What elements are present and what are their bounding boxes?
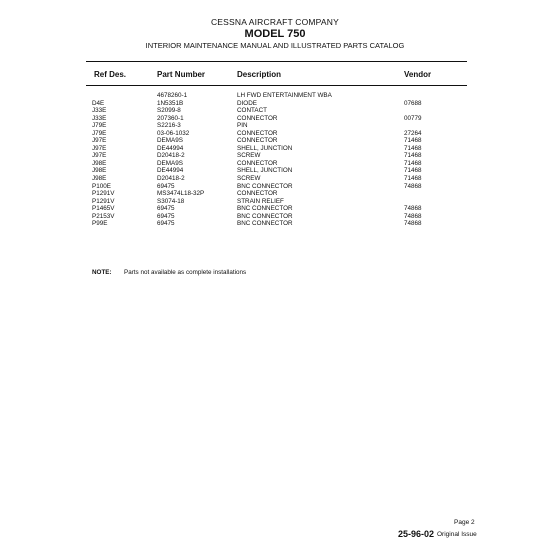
issue-status: Original Issue	[437, 531, 477, 538]
description-cell: BNC CONNECTOR	[237, 182, 293, 190]
table-row	[0, 145, 550, 153]
ref-des-cell: J33E	[92, 107, 107, 115]
column-header-vendor: Vendor	[404, 70, 432, 79]
description-cell: CONNECTOR	[237, 190, 278, 198]
vendor-cell: 74868	[404, 182, 422, 190]
description-cell: CONNECTOR	[237, 114, 278, 122]
part-number-cell: DEMA9S	[157, 137, 183, 145]
description-cell: LH FWD ENTERTAINMENT WBA	[237, 92, 332, 99]
parts-table-body	[0, 92, 550, 228]
ref-des-cell: J97E	[92, 144, 107, 152]
part-number-cell: 69475	[157, 220, 175, 228]
table-header-rule	[86, 85, 467, 86]
column-header-part-number: Part Number	[157, 70, 206, 79]
ref-des-cell: P100E	[92, 182, 111, 190]
document-number: 25-96-02	[398, 529, 435, 539]
table-row	[0, 160, 550, 168]
description-cell: SHELL, JUNCTION	[237, 167, 293, 175]
description-cell: DIODE	[237, 99, 257, 107]
description-cell: CONNECTOR	[237, 159, 278, 167]
page-number: Page 2	[454, 519, 475, 526]
table-row	[0, 220, 550, 228]
ref-des-cell: P99E	[92, 220, 108, 228]
part-number-cell: S2099-8	[157, 107, 181, 115]
table-row	[0, 167, 550, 175]
vendor-cell: 71468	[404, 175, 422, 183]
description-cell: BNC CONNECTOR	[237, 212, 293, 220]
table-row	[0, 115, 550, 123]
table-row	[0, 107, 550, 115]
table-row	[0, 198, 550, 206]
ref-des-cell: D4E	[92, 99, 105, 107]
description-cell: CONTACT	[237, 107, 267, 115]
ref-des-cell: P2153V	[92, 212, 115, 220]
part-number-cell: 1N5351B	[157, 99, 184, 107]
table-row	[0, 122, 550, 130]
table-top-rule	[86, 61, 467, 62]
ref-des-cell: P1291V	[92, 190, 115, 198]
vendor-cell: 71468	[404, 167, 422, 175]
company-name: CESSNA AIRCRAFT COMPANY	[210, 17, 340, 27]
ref-des-cell: J98E	[92, 175, 107, 183]
ref-des-cell: P1291V	[92, 197, 115, 205]
description-cell: PIN	[237, 122, 248, 130]
ref-des-cell: J97E	[92, 137, 107, 145]
vendor-cell: 27264	[404, 129, 422, 137]
note-label: NOTE:	[92, 269, 112, 276]
table-row	[0, 190, 550, 198]
vendor-cell: 71468	[404, 152, 422, 160]
table-row	[0, 92, 550, 100]
part-number-cell: 4678260-1	[157, 92, 188, 99]
column-header-description: Description	[237, 70, 282, 79]
column-header-ref-des: Ref Des.	[94, 70, 127, 79]
table-row	[0, 130, 550, 138]
table-row	[0, 213, 550, 221]
description-cell: SCREW	[237, 152, 261, 160]
model-title: MODEL 750	[244, 28, 306, 40]
part-number-cell: 69475	[157, 212, 175, 220]
ref-des-cell: J79E	[92, 129, 107, 137]
ref-des-cell: J98E	[92, 167, 107, 175]
vendor-cell: 71468	[404, 144, 422, 152]
part-number-cell: 69475	[157, 182, 175, 190]
part-number-cell: S2216-3	[157, 122, 181, 130]
ref-des-cell: J98E	[92, 159, 107, 167]
vendor-cell: 00779	[404, 114, 422, 122]
table-row	[0, 137, 550, 145]
description-cell: BNC CONNECTOR	[237, 220, 293, 228]
ref-des-cell: J97E	[92, 152, 107, 160]
description-cell: SCREW	[237, 175, 261, 183]
part-number-cell: 207360-1	[157, 114, 184, 122]
part-number-cell: DEMA9S	[157, 159, 183, 167]
part-number-cell: DE44994	[157, 144, 184, 152]
description-cell: CONNECTOR	[237, 137, 278, 145]
vendor-cell: 74868	[404, 220, 422, 228]
ref-des-cell: P1465V	[92, 205, 115, 213]
vendor-cell: 74868	[404, 205, 422, 213]
table-row	[0, 205, 550, 213]
part-number-cell: D20418-2	[157, 175, 185, 183]
vendor-cell: 74868	[404, 212, 422, 220]
vendor-cell: 07688	[404, 99, 422, 107]
manual-title: INTERIOR MAINTENANCE MANUAL AND ILLUSTRATED PARTS CATALOG	[145, 41, 405, 50]
description-cell: BNC CONNECTOR	[237, 205, 293, 213]
description-cell: CONNECTOR	[237, 129, 278, 137]
description-cell: SHELL, JUNCTION	[237, 144, 293, 152]
ref-des-cell: J33E	[92, 114, 107, 122]
note-text: Parts not available as complete installations	[124, 269, 247, 276]
part-number-cell: DE44994	[157, 167, 184, 175]
part-number-cell: D20418-2	[157, 152, 185, 160]
part-number-cell: 69475	[157, 205, 175, 213]
part-number-cell: 03-06-1032	[157, 129, 190, 137]
table-row	[0, 175, 550, 183]
table-row	[0, 100, 550, 108]
table-row	[0, 183, 550, 191]
vendor-cell: 71468	[404, 137, 422, 145]
ref-des-cell: J79E	[92, 122, 107, 130]
table-row	[0, 152, 550, 160]
vendor-cell: 71468	[404, 159, 422, 167]
description-cell: STRAIN RELIEF	[237, 197, 284, 205]
note	[92, 269, 247, 276]
part-number-cell: MS3474L18-32P	[157, 190, 205, 198]
part-number-cell: S3074-18	[157, 197, 185, 205]
